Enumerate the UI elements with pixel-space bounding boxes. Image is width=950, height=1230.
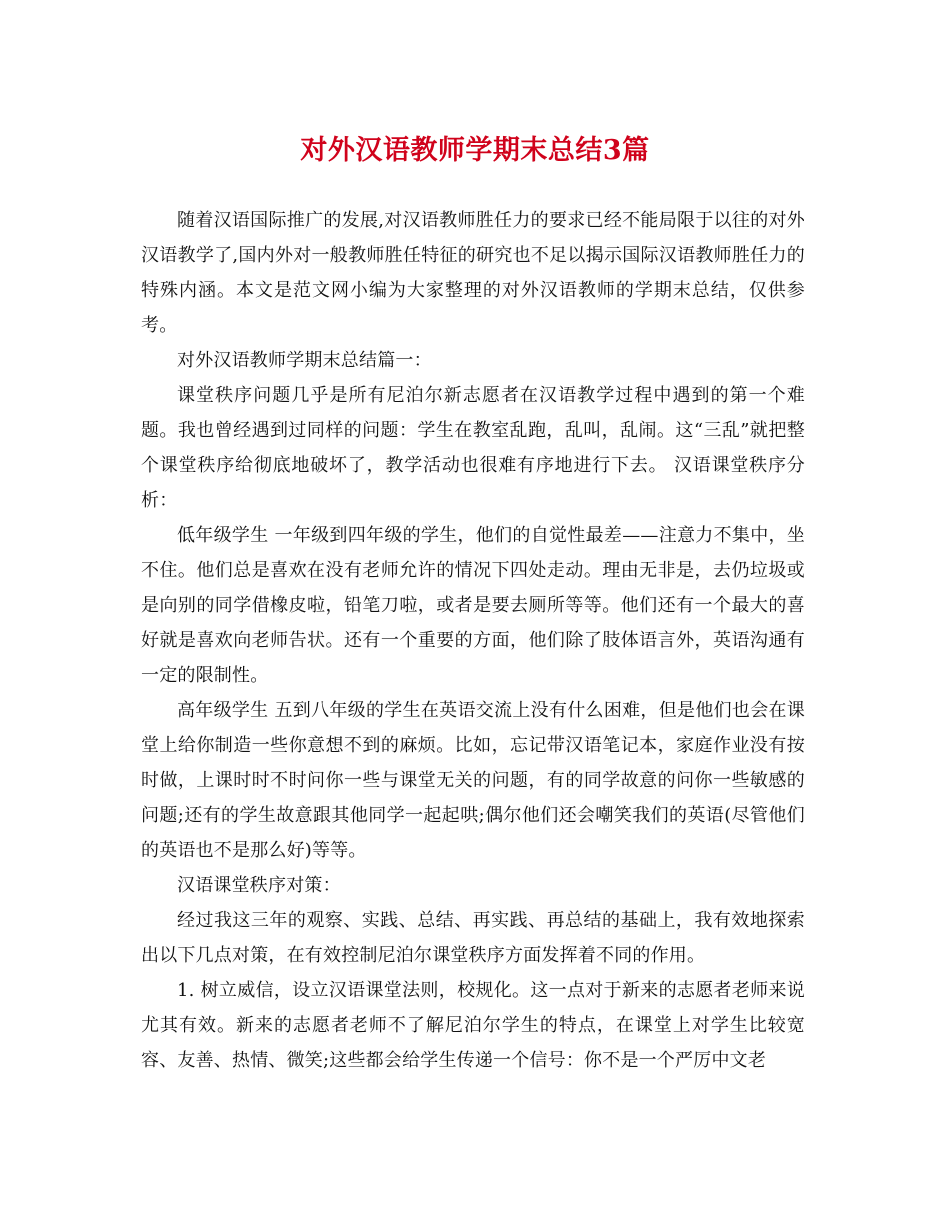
paragraph-countermeasures-intro: 经过我这三年的观察、实践、总结、再实践、再总结的基础上，我有效地探索出以下几点对策，在有效控制尼泊尔课堂秩序方面发挥着不同的作用。 xyxy=(141,910,805,966)
paragraph-section-heading: 对外汉语教师学期末总结篇一： xyxy=(177,350,432,371)
paragraph-upper-grade-students: 高年级学生 五到八年级的学生在英语交流上没有什么困难，但是他们也会在课堂上给你制造一些你意想不到的麻烦。比如，忘记带汉语笔记本，家庭作业没有按时做，上课时时不时问你一些与课堂无关的问题，有的同学故意的问你一些敏感的问题;还有的学生故意跟其他同学一起起哄;偶尔他们还会嘲笑我们的英语(尽管他们的英语也不是那么好)等等。 xyxy=(141,700,805,861)
paragraph-lower-grade-students: 低年级学生 一年级到四年级的学生，他们的自觉性最差——注意力不集中，坐不住。他们总是喜欢在没有老师允许的情况下四处走动。理由无非是，去仍垃圾或是向别的同学借橡皮啦，铅笔刀啦，或者是要去厕所等等。他们还有一个最大的喜好就是喜欢向老师告状。还有一个重要的方面，他们除了肢体语言外，英语沟通有一定的限制性。 xyxy=(141,525,805,686)
paragraph-intro: 随着汉语国际推广的发展,对汉语教师胜任力的要求已经不能局限于以往的对外汉语教学了,国内外对一般教师胜任特征的研究也不足以揭示国际汉语教师胜任力的特殊内涵。本文是范文网小编为大家整理的对外汉语教师的学期末总结，仅供参考。 xyxy=(141,210,805,336)
document-body xyxy=(141,203,805,1078)
paragraph-classroom-order-problem: 课堂秩序问题几乎是所有尼泊尔新志愿者在汉语教学过程中遇到的第一个难题。我也曾经遇到过同样的问题：学生在教室乱跑，乱叫，乱闹。这“三乱”就把整个课堂秩序给彻底地破坏了，教学活动也很难有序地进行下去。 汉语课堂秩序分析： xyxy=(141,385,805,511)
document-title: 对外汉语教师学期末总结3篇 xyxy=(300,135,650,166)
paragraph-countermeasures-heading: 汉语课堂秩序对策： xyxy=(177,875,341,896)
paragraph-point-one: 1. 树立威信，设立汉语课堂法则，校规化。这一点对于新来的志愿者老师来说尤其有效。新来的志愿者老师不了解尼泊尔学生的特点，在课堂上对学生比较宽容、友善、热情、微笑;这些都会给学生传递一个信号：你不是一个严厉中文老 xyxy=(141,980,805,1071)
